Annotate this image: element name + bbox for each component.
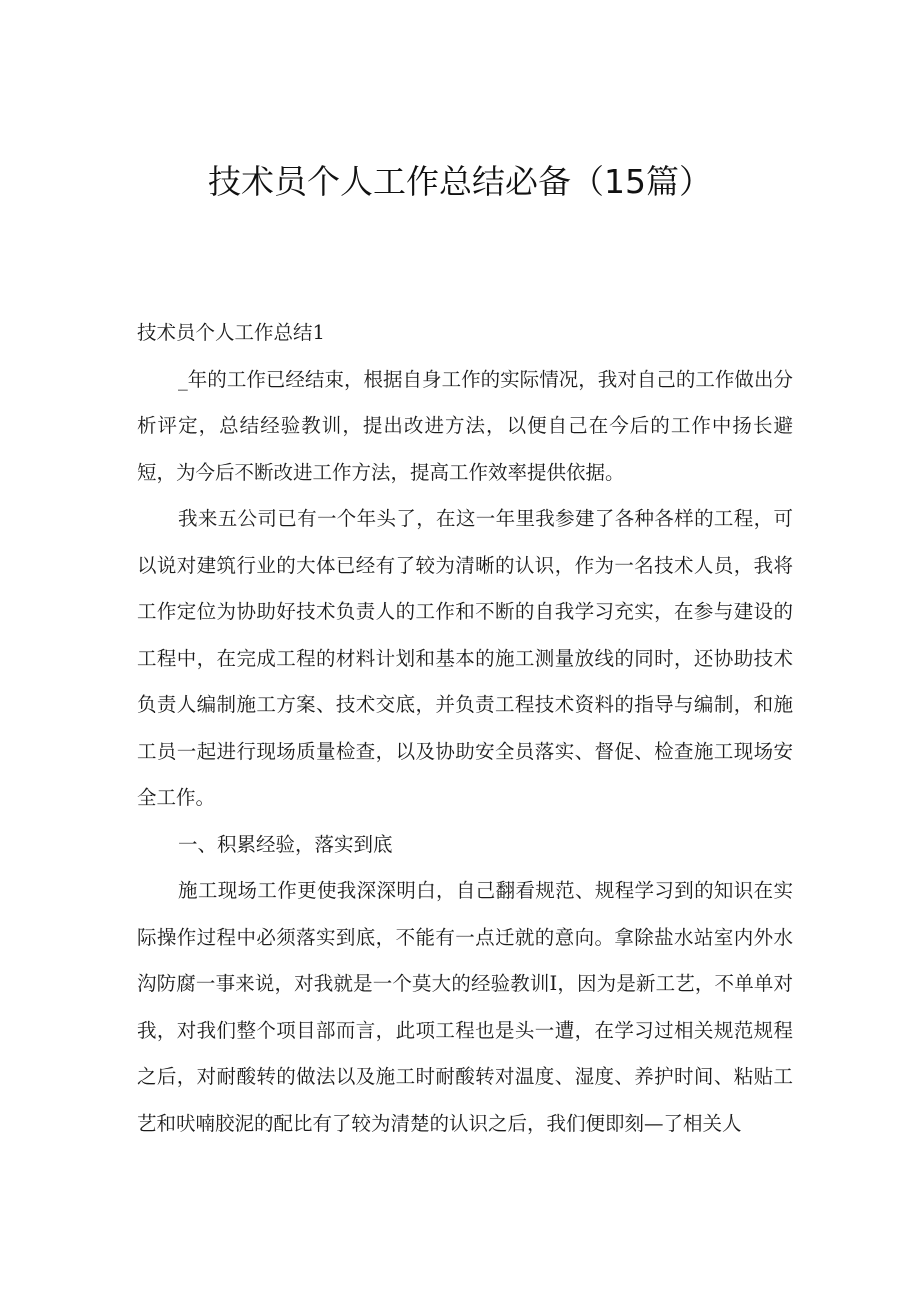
paragraph: _年的工作已经结束，根据自身工作的实际情况，我对自己的工作做出分析评定，总结经验教训，提出改进方法，以便自己在今后的工作中扬长避短，为今后不断改进工作方法，提高工作效率提供依据。 <box>137 367 793 484</box>
subsection-heading: 一、积累经验，落实到底 <box>178 832 393 856</box>
paragraph: 施工现场工作更使我深深明白，自己翻看规范、规程学习到的知识在实际操作过程中必须落实到底，不能有一点迁就的意向。拿除盐水站室内外水沟防腐一事来说，对我就是一个莫大的经验教训I，因为是新工艺，不单单对我，对我们整个项目部而言，此项工程也是头一遭，在学习过相关规范规程之后，对耐酸转的做法以及施工时耐酸转对温度、湿度、养护时间、粘贴工艺和吠喃胶泥的配比有了较为清楚的认识之后，我们便即刻—了相关人 <box>137 879 793 1135</box>
document-title: 技术员个人工作总结必备（15篇） <box>208 162 712 201</box>
document-body <box>137 310 793 1147</box>
section-heading: 技术员个人工作总结1 <box>137 321 325 344</box>
paragraph: 我来五公司已有一个年头了，在这一年里我参建了各种各样的工程，可以说对建筑行业的大体已经有了较为清晰的认识，作为一名技术人员，我将工作定位为协助好技术负责人的工作和不断的自我学习充实，在参与建设的工程中，在完成工程的材料计划和基本的施工测量放线的同时，还协助技术负责人编制施工方案、技术交底，并负责工程技术资料的指导与编制，和施工员一起进行现场质量检查，以及协助安全员落实、督促、检查施工现场安全工作。 <box>137 507 793 809</box>
